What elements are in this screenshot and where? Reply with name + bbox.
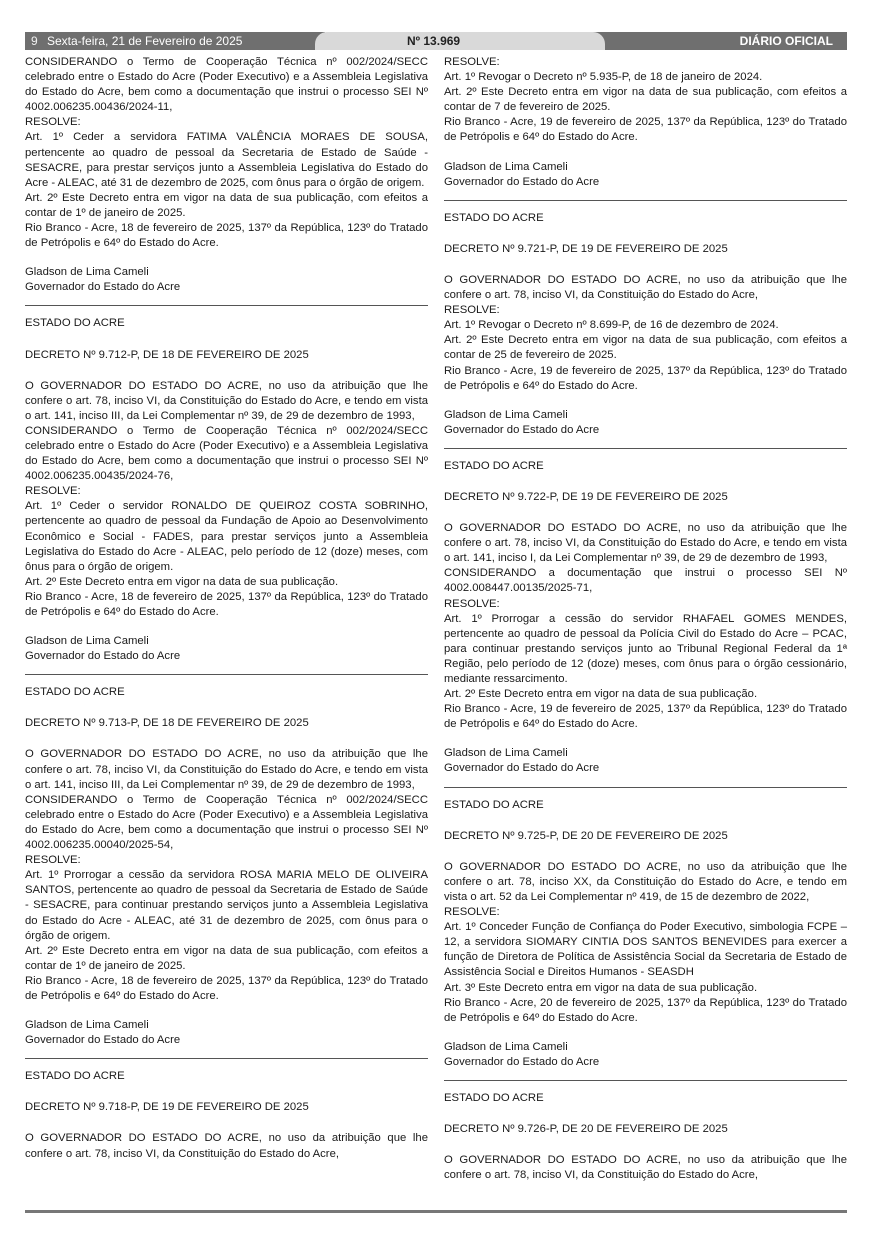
state-heading: ESTADO DO ACRE [25, 686, 125, 699]
paragraph: Rio Branco - Acre, 20 de fevereiro de 2025, 137º da República, 123º do Tratado de Petrópolis e 64º do Estado do Acre. [444, 996, 847, 1024]
decree-block [25, 316, 428, 664]
decree-title: DECRETO Nº 9.726-P, DE 20 DE FEVEREIRO DE 2025 [444, 1123, 728, 1136]
paragraph: O GOVERNADOR DO ESTADO DO ACRE, no uso da atribuição que lhe confere o art. 78, inciso VI, da Constituição do Estado do Acre, e tendo em vista o art. 141, inciso I, da Lei Complementar nº 39, de 29 de dezembro de 1993, [444, 522, 847, 565]
signature-role: Governador do Estado do Acre [444, 175, 600, 188]
paragraph: Art. 2º Este Decreto entra em vigor na data de sua publicação, com efeitos a contar de 1º de janeiro de 2025. [25, 944, 428, 972]
page-number: 9 [31, 34, 38, 48]
paragraph: Art. 1º Prorrogar a cessão do servidor RHAFAEL GOMES MENDES, pertencente ao quadro de pessoal da Polícia Civil do Estado do Acre – PCAC, para continuar prestando serviços junto ao Tribunal Regional Federal da 1ª Região, pelo período de 12 (doze) meses, com ônus para o órgão cessionário, mediante ressarcimento. [444, 612, 847, 685]
decree-block [444, 55, 847, 190]
paragraph: RESOLVE: [25, 485, 81, 498]
signature-role: Governador do Estado do Acre [25, 1034, 181, 1047]
paragraph: Art. 2º Este Decreto entra em vigor na data de sua publicação, com efeitos a contar de 1º de janeiro de 2025. [25, 191, 428, 219]
paragraph: RESOLVE: [444, 906, 500, 919]
signature-name: Gladson de Lima Cameli [444, 408, 568, 421]
decree-block [444, 459, 847, 777]
decree-block [25, 685, 428, 1048]
state-heading: ESTADO DO ACRE [444, 211, 544, 224]
paragraph: Rio Branco - Acre, 18 de fevereiro de 2025, 137º da República, 123º do Tratado de Petrópolis e 64º do Estado do Acre. [25, 222, 428, 250]
signature-name: Gladson de Lima Cameli [25, 1019, 149, 1032]
state-heading: ESTADO DO ACRE [444, 798, 544, 811]
paragraph: Art. 2º Este Decreto entra em vigor na data de sua publicação, com efeitos a contar de 7 de fevereiro de 2025. [444, 86, 847, 114]
paragraph: Art. 2º Este Decreto entra em vigor na data de sua publicação. [25, 575, 339, 588]
paragraph: O GOVERNADOR DO ESTADO DO ACRE, no uso da atribuição que lhe confere o art. 78, inciso VI, da Constituição do Estado do Acre, e tendo em vista o art. 141, inciso III, da Lei Complementar nº 39, de 29 de dezembro de 1993, [25, 379, 428, 422]
decree-block [25, 55, 428, 295]
paragraph: CONSIDERANDO o Termo de Cooperação Técnica nº 002/2024/SECC celebrado entre o Estado do Acre (Poder Executivo) e a Assembleia Legislativa do Estado do Acre, bem como a documentação que instrui o processo SEI Nº 4002.006235.00435/2024-76, [25, 424, 428, 483]
paragraph: O GOVERNADOR DO ESTADO DO ACRE, no uso da atribuição que lhe confere o art. 78, inciso XX, da Constituição do Estado do Acre, e tendo em vista o art. 52 da Lei Complementar nº 419, de 15 de dezembro de 2022, [444, 860, 847, 903]
paragraph: Art. 2º Este Decreto entra em vigor na data de sua publicação. [444, 688, 758, 701]
divider [444, 787, 847, 788]
paragraph: RESOLVE: [444, 56, 500, 68]
paragraph: Art. 1º Prorrogar a cessão da servidora ROSA MARIA MELO DE OLIVEIRA SANTOS, pertencente ao quadro de pessoal da Secretaria de Estado de Saúde - SESACRE, para continuar prestando serviços junto a Assembleia Legislativa do Estado do Acre - ALEAC, até 31 de dezembro de 2025, com ônus para o órgão de origem. [25, 869, 428, 942]
signature-role: Governador do Estado do Acre [444, 1055, 600, 1068]
paragraph: RESOLVE: [444, 304, 500, 317]
signature-role: Governador do Estado do Acre [25, 650, 181, 663]
state-heading: ESTADO DO ACRE [444, 459, 544, 472]
decree-title: DECRETO Nº 9.713-P, DE 18 DE FEVEREIRO DE 2025 [25, 717, 309, 730]
decree-block [444, 798, 847, 1070]
divider [444, 1080, 847, 1081]
page-bottom-rule [25, 1210, 847, 1213]
decree-block [25, 1069, 428, 1161]
paragraph: Art. 1º Revogar o Decreto nº 8.699-P, de 16 de dezembro de 2024. [444, 319, 779, 332]
paragraph: Art. 2º Este Decreto entra em vigor na data de sua publicação, com efeitos a contar de 25 de fevereiro de 2025. [444, 334, 847, 362]
decree-title: DECRETO Nº 9.718-P, DE 19 DE FEVEREIRO DE 2025 [25, 1101, 309, 1114]
signature-role: Governador do Estado do Acre [444, 423, 600, 436]
paragraph: O GOVERNADOR DO ESTADO DO ACRE, no uso da atribuição que lhe confere o art. 78, inciso VI, da Constituição do Estado do Acre, [25, 1132, 428, 1160]
paragraph: CONSIDERANDO a documentação que instrui o processo SEI Nº 4002.008447.00135/2025-71, [444, 567, 847, 595]
state-heading: ESTADO DO ACRE [25, 317, 125, 330]
paragraph: Art. 1º Ceder o servidor RONALDO DE QUEIROZ COSTA SOBRINHO, pertencente ao quadro de pessoal da Fundação de Apoio ao Desenvolvimento Econômico e Social - FADES, para prestar serviços junto a Assembleia Legislativa do Estado do Acre - ALEAC, pelo período de 12 (doze) meses, com ônus para o órgão de origem. [25, 500, 428, 573]
divider [25, 674, 428, 675]
right-column [444, 55, 847, 1183]
paragraph: Rio Branco - Acre, 19 de fevereiro de 2025, 137º da República, 123º do Tratado de Petrópolis e 64º do Estado do Acre. [444, 364, 847, 392]
signature-name: Gladson de Lima Cameli [444, 747, 568, 760]
decree-title: DECRETO Nº 9.712-P, DE 18 DE FEVEREIRO DE 2025 [25, 348, 309, 361]
state-heading: ESTADO DO ACRE [444, 1091, 544, 1104]
paragraph: Rio Branco - Acre, 18 de fevereiro de 2025, 137º da República, 123º do Tratado de Petrópolis e 64º do Estado do Acre. [25, 590, 428, 618]
issue-number: Nº 13.969 [407, 34, 461, 48]
paragraph: Art. 1º Revogar o Decreto nº 5.935-P, de 18 de janeiro de 2024. [444, 71, 763, 84]
paragraph: Art. 3º Este Decreto entra em vigor na data de sua publicação. [444, 981, 758, 994]
decree-block [444, 1091, 847, 1183]
signature-name: Gladson de Lima Cameli [25, 635, 149, 648]
decree-title: DECRETO Nº 9.721-P, DE 19 DE FEVEREIRO DE 2025 [444, 242, 728, 255]
paragraph: Rio Branco - Acre, 19 de fevereiro de 2025, 137º da República, 123º do Tratado de Petrópolis e 64º do Estado do Acre. [444, 116, 847, 144]
paragraph: RESOLVE: [25, 116, 81, 129]
signature-name: Gladson de Lima Cameli [25, 266, 149, 279]
signature-role: Governador do Estado do Acre [25, 281, 181, 294]
paragraph: CONSIDERANDO o Termo de Cooperação Técnica nº 002/2024/SECC celebrado entre o Estado do Acre (Poder Executivo) e a Assembleia Legislativa do Estado do Acre, bem como a documentação que instrui o processo SEI Nº 4002.006235.00040/2025-54, [25, 793, 428, 852]
paragraph: Art. 1º Conceder Função de Confiança do Poder Executivo, simbologia FCPE – 12, a servidora SIOMARY CINTIA DOS SANTOS BENEVIDES para exercer a função de Diretora de Política de Assistência Social da Secretaria de Estado de Assistência Social e Direitos Humanos - SEASDH [444, 921, 847, 979]
paragraph: Rio Branco - Acre, 19 de fevereiro de 2025, 137º da República, 123º do Tratado de Petrópolis e 64º do Estado do Acre. [444, 703, 847, 731]
signature-name: Gladson de Lima Cameli [444, 1040, 568, 1053]
signature-name: Gladson de Lima Cameli [444, 160, 568, 173]
divider [444, 448, 847, 449]
paragraph: O GOVERNADOR DO ESTADO DO ACRE, no uso da atribuição que lhe confere o art. 78, inciso VI, da Constituição do Estado do Acre, e tendo em vista o art. 141, inciso III, da Lei Complementar nº 39, de 29 de dezembro de 1993, [25, 748, 428, 791]
divider [25, 1058, 428, 1059]
decree-block [444, 211, 847, 438]
divider [444, 200, 847, 201]
state-heading: ESTADO DO ACRE [25, 1070, 125, 1083]
decree-title: DECRETO Nº 9.725-P, DE 20 DE FEVEREIRO DE 2025 [444, 829, 728, 842]
paragraph: RESOLVE: [25, 854, 81, 867]
paragraph: O GOVERNADOR DO ESTADO DO ACRE, no uso da atribuição que lhe confere o art. 78, inciso VI, da Constituição do Estado do Acre, [444, 273, 847, 302]
paragraph: O GOVERNADOR DO ESTADO DO ACRE, no uso da atribuição que lhe confere o art. 78, inciso VI, da Constituição do Estado do Acre, [444, 1154, 847, 1182]
decree-title: DECRETO Nº 9.722-P, DE 19 DE FEVEREIRO DE 2025 [444, 490, 728, 503]
paragraph: RESOLVE: [444, 597, 500, 610]
divider [25, 305, 428, 306]
page-header [25, 32, 847, 50]
left-column [25, 55, 428, 1162]
signature-role: Governador do Estado do Acre [444, 762, 600, 775]
paragraph: Rio Branco - Acre, 18 de fevereiro de 2025, 137º da República, 123º do Tratado de Petrópolis e 64º do Estado do Acre. [25, 974, 428, 1002]
issue-date: Sexta-feira, 21 de Fevereiro de 2025 [47, 34, 243, 48]
paragraph: Art. 1º Ceder a servidora FATIMA VALÊNCIA MORAES DE SOUSA, pertencente ao quadro de pessoal da Secretaria de Estado de Saúde - SESACRE, para prestar serviços junto a Assembleia Legislativa do Estado do Acre - ALEAC, até 31 de dezembro de 2025, com ônus para o órgão de origem. [25, 131, 428, 189]
journal-title: DIÁRIO OFICIAL [739, 34, 833, 48]
paragraph: CONSIDERANDO o Termo de Cooperação Técnica nº 002/2024/SECC celebrado entre o Estado do Acre (Poder Executivo) e a Assembleia Legislativa do Estado do Acre, bem como a documentação que instrui o processo SEI Nº 4002.006235.00436/2024-11, [25, 56, 428, 114]
